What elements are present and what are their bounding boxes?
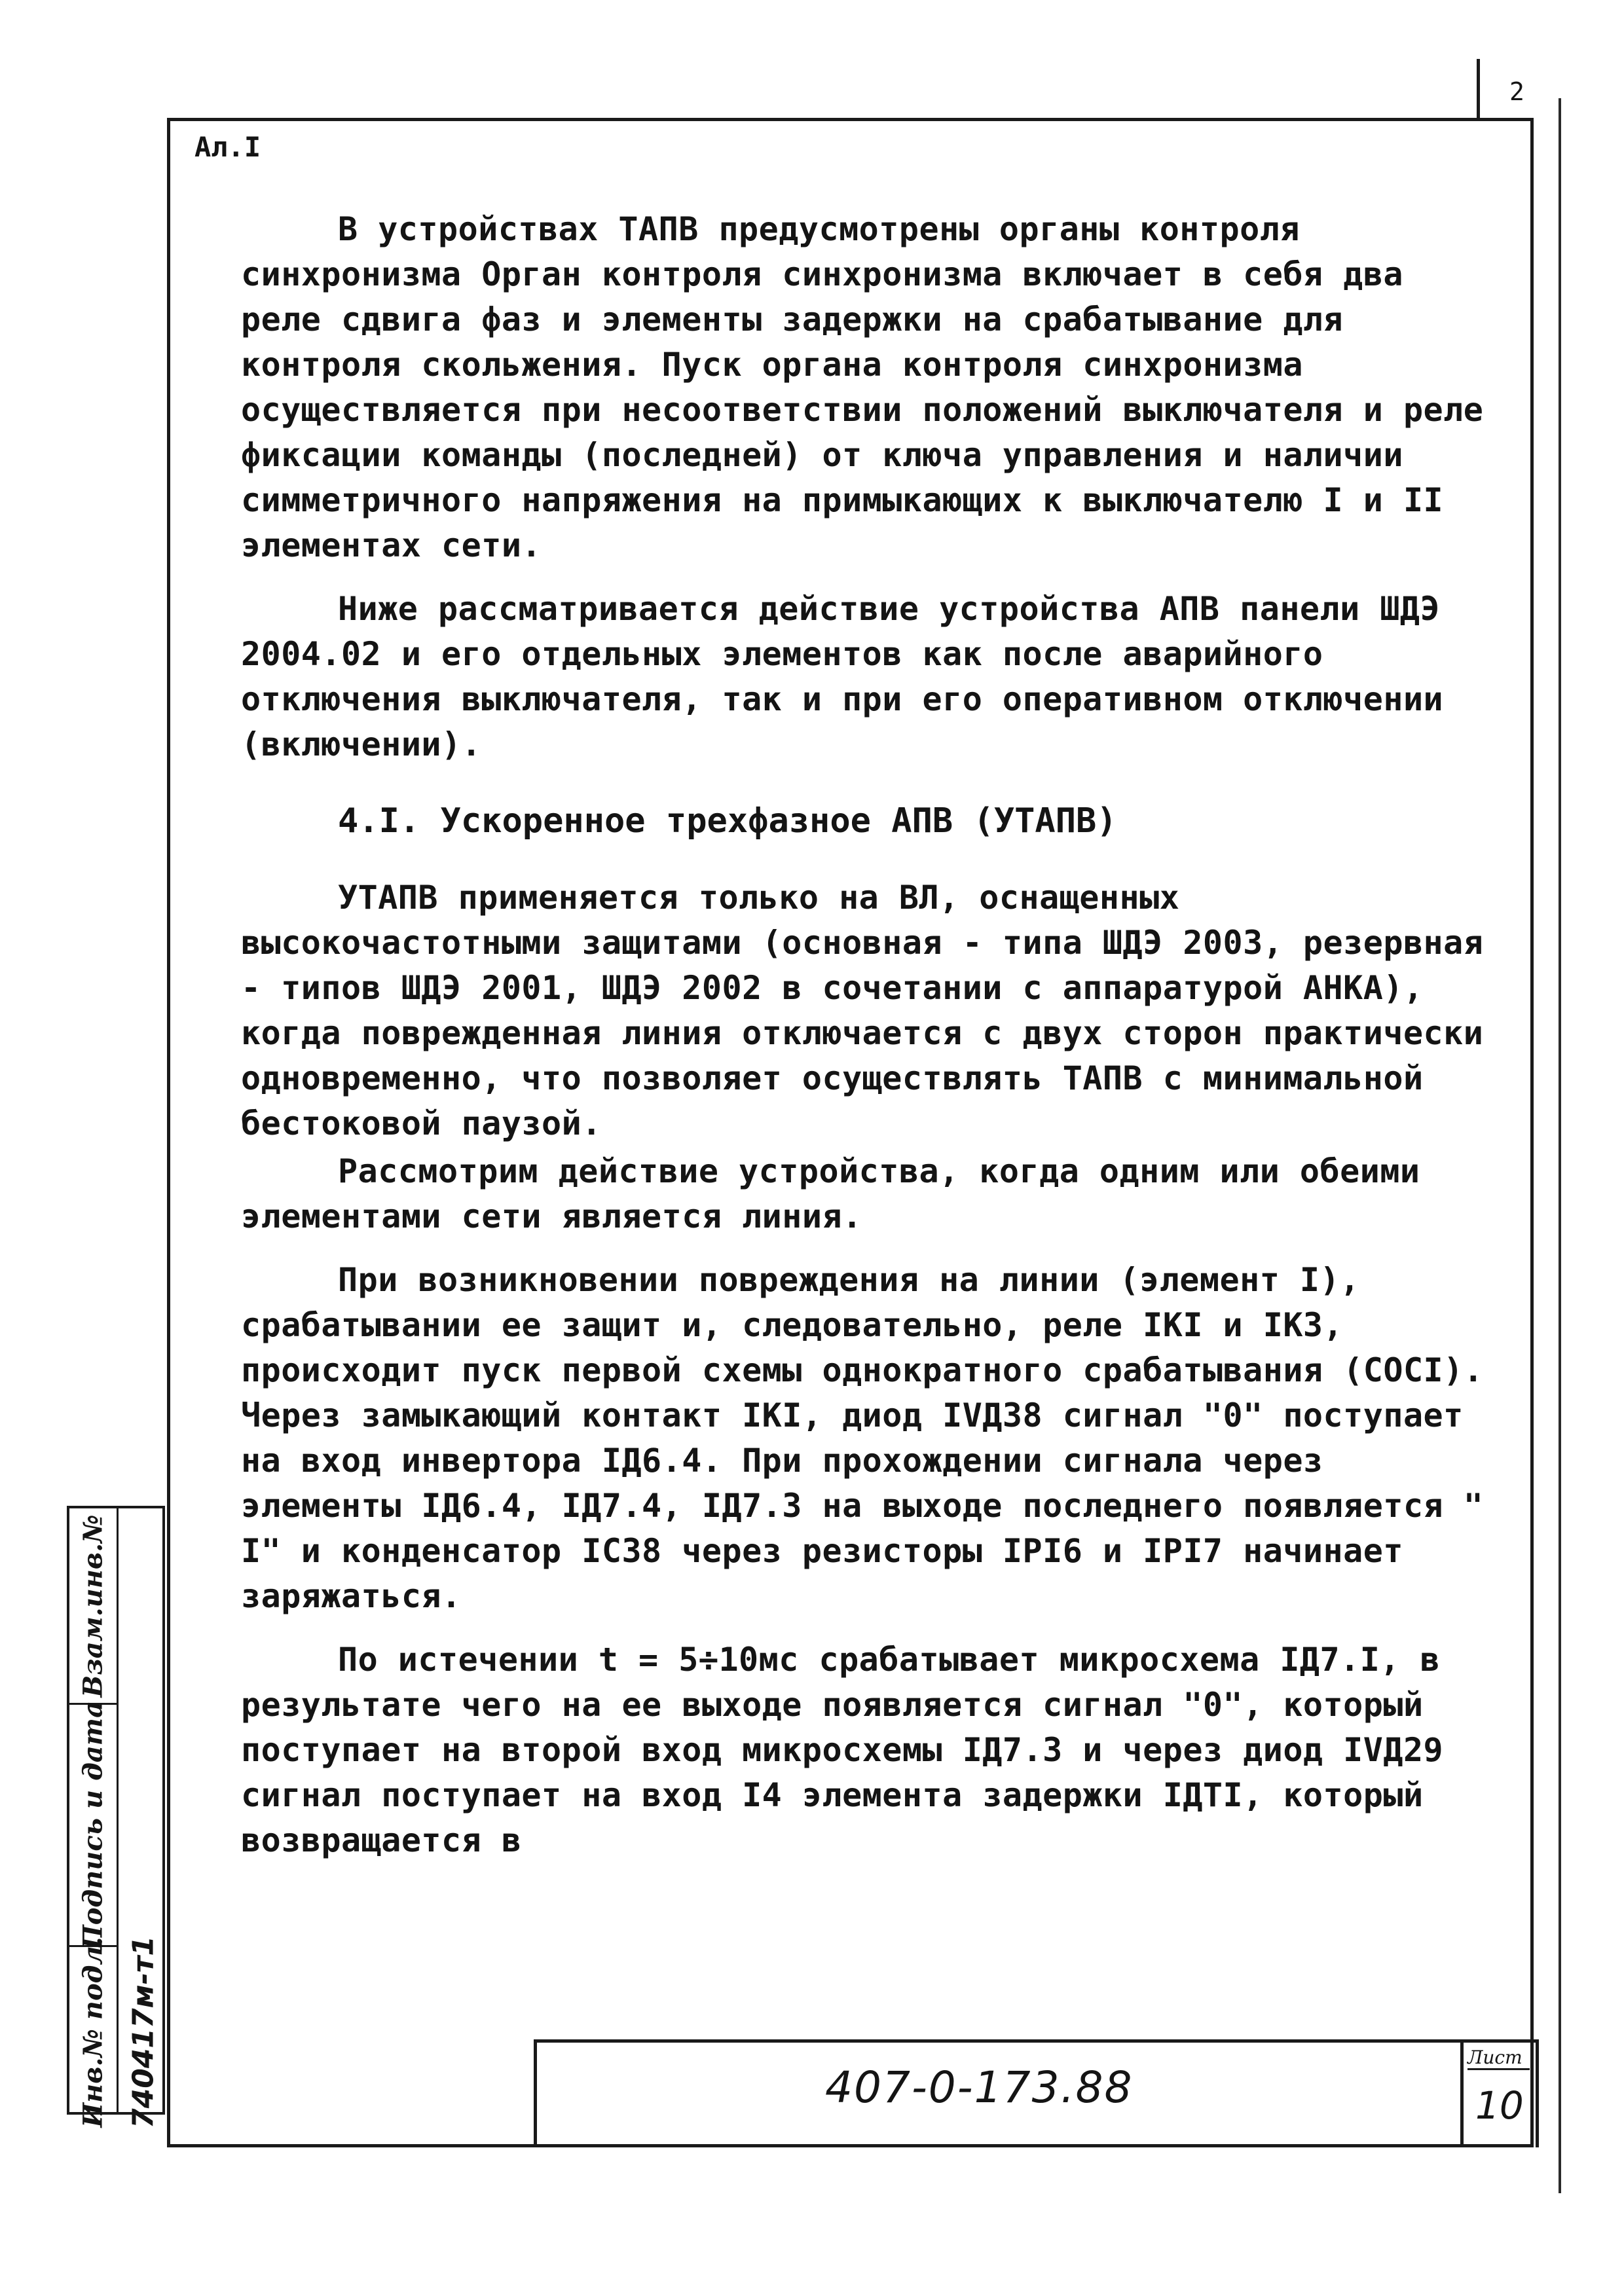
right-margin-rule [1559,98,1561,2193]
sheet-number: 10 [1475,2083,1524,2128]
paragraph-damage-sequence: При возникновении повреждения на линии (элемент I), срабатывании ее защит и, следовательно, реле IKI и IK3, происходит пуск первой схемы однократного срабатывания (СОСI). Через замыкающий контакт IKI, диод IVД38 сигнал "0" поступает на вход инвертора IД6.4. При прохождении сигнала через элементы IД6.4, IД7.4, IД7.3 на выходе последнего появляется " I" и конденсатор IC38 через резисторы IPI6 и IPI7 начинает заряжаться. [241,1261,1484,1615]
stamp-replace-inv-label: Взам.инв.№ [77,1514,109,1698]
section-heading: 4.I. Ускоренное трехфазное АПВ (УТАПВ) [338,801,1117,841]
stamp-label-column [69,1508,119,2128]
stamp-cell-inv-orig-value [119,1935,168,2129]
stamp-cell-sign-date [69,1700,117,1950]
stamp-cell-inv-orig [69,1937,117,2128]
document-code: 407-0-173.88 [825,2062,1134,2113]
corner-mark: 2 [1509,77,1524,106]
stamp-inv-orig-label: Инв.№ подл. [77,1937,109,2128]
document-body [241,207,1498,1863]
paragraph-sync-control: В устройствах ТАПВ предусмотрены органы контроля синхронизма Орган контроля синхронизма включает в себя два реле сдвига фаз и элементы задержки на срабатывание для контроля скольжения. Пуск органа контроля синхронизма осуществляется при несоответствии положений выключателя и реле фиксации команды (последней) от ключа управления и наличии симметричного напряжения на примыкающих к выключателю I и II элементах сети. [241,210,1484,564]
paragraph-utapv-usage: УТАПВ применяется только на ВЛ, оснащенных высокочастотными защитами (основная - типа ШДЭ 2003, резервная - типов ШДЭ 2001, ШДЭ 2002 в сочетании с аппаратурой АНКА), когда поврежденная линия отключается с двух сторон практически одновременно, что позволяет осуществлять ТАПВ с минимальной бестоковой паузой. [241,879,1484,1142]
sheet-reference: Ал.I [194,131,261,163]
paragraph-timing: По истечении t = 5÷10мс срабатывает микросхема IД7.I, в результате чего на ее выходе появляется сигнал "0", который поступает на второй вход микросхемы IД7.3 и через диод IVД29 сигнал поступает на вход I4 элемента задержки IДTI, который возвращается в [241,1641,1444,1859]
stamp-sign-date-label: Подпись и дата [77,1700,109,1950]
stamp-cell-replace-inv [69,1508,117,1705]
paragraph-consider-line: Рассмотрим действие устройства, когда одним или обеими элементами сети является линия. [241,1152,1420,1235]
top-rule [1477,59,1480,121]
stamp-value-column [119,1508,168,2129]
title-block [534,2039,1539,2147]
sheet-label: Лист [1467,2047,1530,2070]
stamp-inv-orig-value: 740417м-т1 [126,1935,160,2129]
sheet-cell [1460,2043,1536,2147]
paragraph-apv-overview: Ниже рассматривается действие устройства АПВ панели ШДЭ 2004.02 и его отдельных элементов как после аварийного отключения выключателя, так и при его оперативном отключении (включении). [241,590,1444,763]
left-stamp [67,1506,165,2129]
